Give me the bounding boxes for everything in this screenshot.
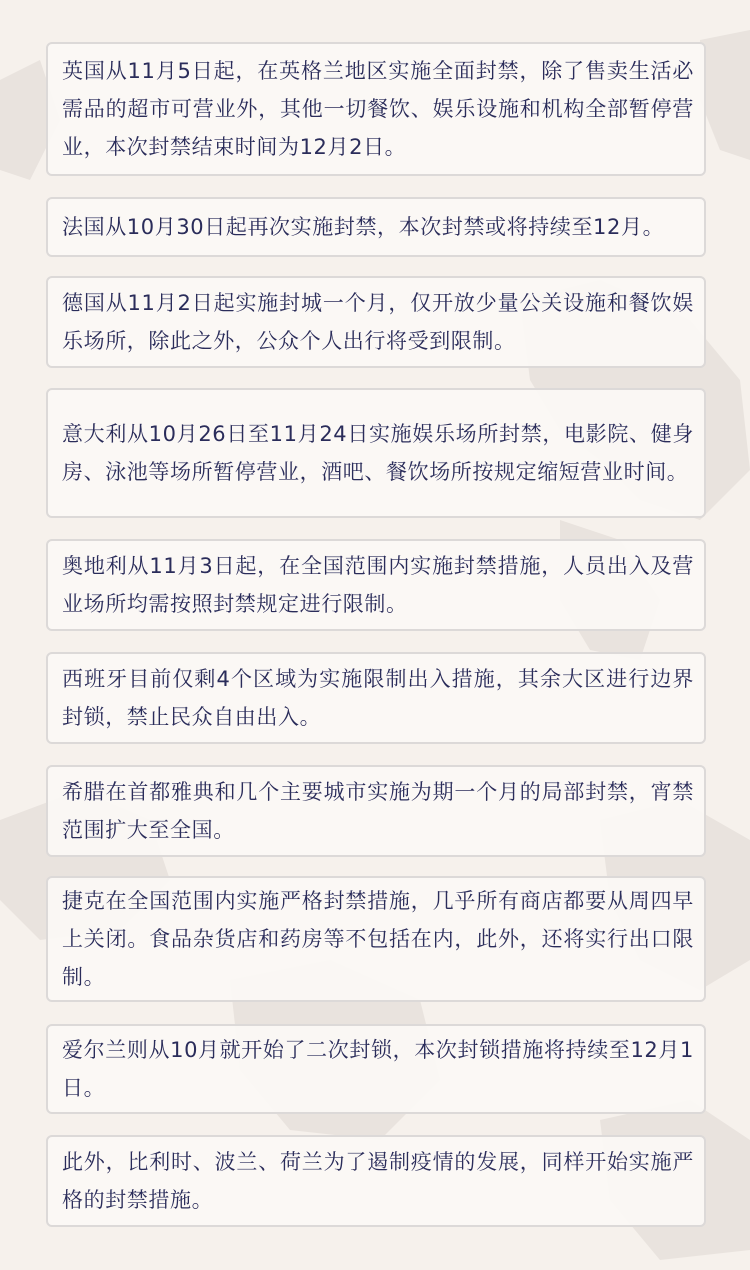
info-card-text: 奥地利从11月3日起，在全国范围内实施封禁措施，人员出入及营业场所均需按照封禁规定进行限制。	[62, 554, 694, 616]
info-card	[46, 1135, 706, 1227]
info-card-text: 捷克在全国范围内实施严格封禁措施，几乎所有商店都要从周四早上关闭。食品杂货店和药房等不包括在内，此外，还将实行出口限制。	[62, 889, 694, 989]
info-card	[46, 876, 706, 1002]
info-card-text: 英国从11月5日起，在英格兰地区实施全面封禁，除了售卖生活必需品的超市可营业外，其他一切餐饮、娱乐设施和机构全部暂停营业，本次封禁结束时间为12月2日。	[62, 59, 694, 159]
info-card-text: 法国从10月30日起再次实施封禁，本次封禁或将持续至12月。	[62, 215, 665, 239]
info-card	[46, 197, 706, 257]
info-card	[46, 652, 706, 744]
info-card-text: 此外，比利时、波兰、荷兰为了遏制疫情的发展，同样开始实施严格的封禁措施。	[62, 1150, 694, 1212]
info-card	[46, 765, 706, 857]
info-card-text: 希腊在首都雅典和几个主要城市实施为期一个月的局部封禁，宵禁范围扩大至全国。	[62, 780, 694, 842]
info-card	[46, 539, 706, 631]
info-card	[46, 42, 706, 176]
info-card	[46, 1024, 706, 1114]
info-card-text: 德国从11月2日起实施封城一个月，仅开放少量公关设施和餐饮娱乐场所，除此之外，公众个人出行将受到限制。	[62, 291, 694, 353]
info-card-text: 爱尔兰则从10月就开始了二次封锁，本次封锁措施将持续至12月1日。	[62, 1038, 694, 1100]
info-card	[46, 388, 706, 518]
info-card	[46, 276, 706, 368]
info-card-text: 意大利从10月26日至11月24日实施娱乐场所封禁，电影院、健身房、泳池等场所暂停营业，酒吧、餐饮场所按规定缩短营业时间。	[62, 422, 694, 484]
info-card-text: 西班牙目前仅剩4个区域为实施限制出入措施，其余大区进行边界封锁，禁止民众自由出入。	[62, 667, 694, 729]
